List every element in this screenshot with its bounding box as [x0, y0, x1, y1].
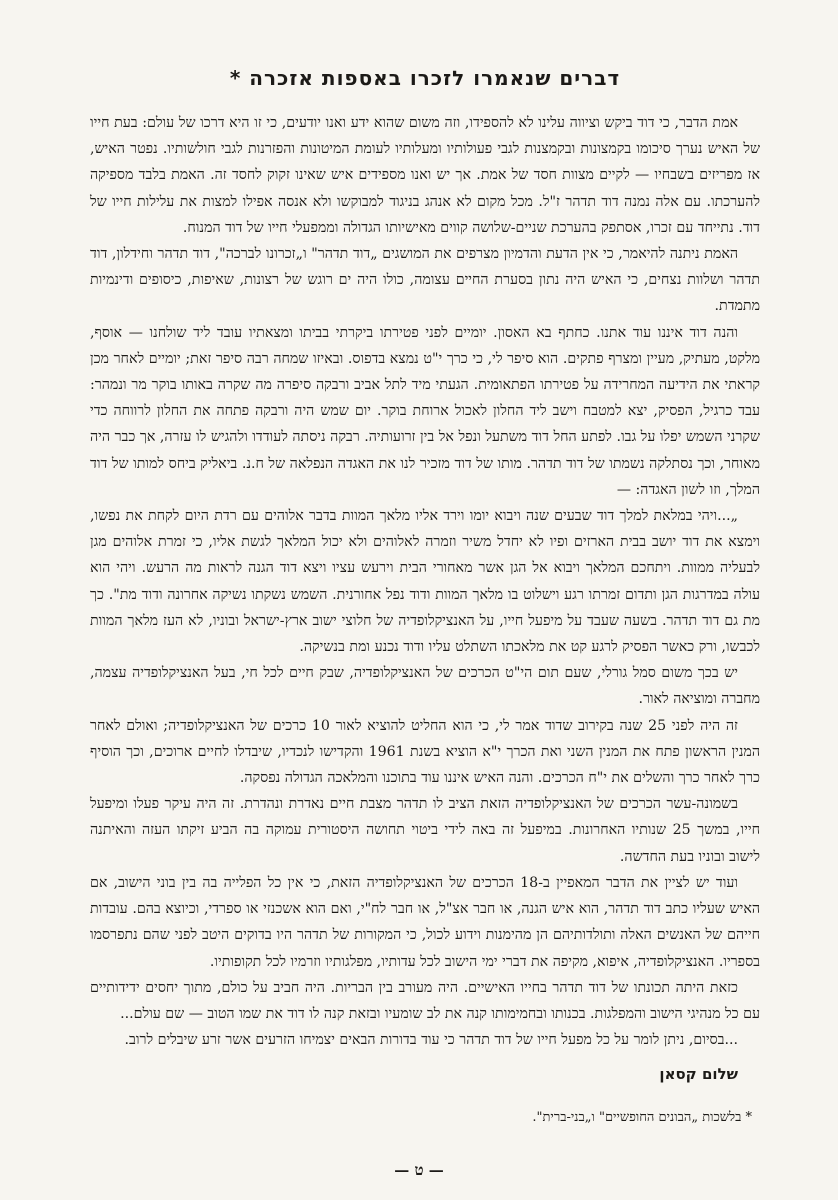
paragraph: ...בסיום, ניתן לומר על כל מפעל חייו של דוד תדהר כי עוד בדורות הבאים יצמיחו הזרעים אשר זרע שיבלים לרוב.	[124, 1032, 738, 1049]
article-body	[90, 110, 760, 1053]
quote-paragraph: „...ויהי במלאת למלך דוד שבעים שנה ויבוא יומו וירד אליו מלאך המוות בדבר אלוהים עם רדת היום לקחת את נפשו, וימצא את דוד יושב בבית הארזים ופיו לא יחדל משיר וזמרה לאלוהים ולא יכול המלאך לגשת אליו, כי זמרת אלוהים מגן לבעליה ממוות. ויתחכם המלאך ויבוא אל הגן אשר מאחורי הבית וירעש עציו ויצא דוד הגנה לראות מה הרעש. ויהי הוא עולה במדרגות הגן ותדום זמרתו רגע וישלוט בו מלאך המוות ודוד נפל אחורנית. השמש נשקתו נשיקה אחרונה ודוד מת". כך מת גם דוד תדהר. בשעה שעבד על מיפעל חייו, על האנציקלופדיה של חלוצי ישוב ארץ-ישראל ובוניו, לא העז מלאך המוות לכבשו, ורק כאשר הפסיק לרגע קט את מלאכתו השתלט עליו ודוד נכנע ומת בנשיקה.	[90, 508, 760, 656]
author-signature: שלום קסאן	[659, 1065, 738, 1084]
paragraph: בשמונה-עשר הכרכים של האנציקלופדיה הזאת הציב לו תדהר מצבת חיים נאדרת ונהדרת. זה היה עיקר פעלו ומיפעל חייו, במשך 25 שנותיו האחרונות. במיפעל זה באה לידי ביטוי תחושה היסטורית עמוקה בה הביע זיקתו העזה והאיתנה לישוב ובוניו בעת החדשה.	[90, 796, 760, 865]
paragraph: אמת הדבר, כי דוד ביקש וציווה עלינו לא להספידו, וזה משום שהוא ידע ואנו יודעים, כי זו היא דרכו של עולם: בעת חייו של האיש נערך סיכומו בקמצונות ובקמצנות לגבי פעולותיו ומעלותיו לעומת המיטונות והפזרנות לגבי חולשותיו. נפטר האיש, אז מפריזים בשבחיו — לקיים מצוות חסד של אמת. אך יש ואנו מספידים איש שאינו זקוק לחסד זה. האמת בלבד מספיקה להערכתו. עם אלה נמנה דוד תדהר ז"ל. מכל מקום לא אנהג בניגוד למבוקשו ולא אנסה אפילו למצות את עלילות חייו של דוד. נתייחד עם זכרו, אסתפק בהערכת שניים-שלושה קווים מאישיותו הגדולה וממפעלי חייו של דוד המנוח.	[90, 115, 760, 236]
footnote: * בלשכות „הבונים החופשיים" ו„בני-ברית".	[532, 1110, 752, 1126]
paragraph: ועוד יש לציין את הדבר המאפיין ב-18 הכרכים של האנציקלופדיה הזאת, כי אין כל הפלייה בה בין בוני הישוב, אם האיש שעליו כתב דוד תדהר, הוא איש הגנה, או חבר אצ"ל, או חבר לח"י, ואם הוא אשכנזי או ספרדי, וכיוצא בהם. עובדות חייהם של האנשים האלה ותולדותיהם הן מהימנות וידוע לכול, כי המקורות של תדהר היו בדוקים היטב לפני שהם נתפרסמו בספריו. האנציקלופדיה, איפוא, מקיפה את דברי ימי הישוב לכל עדותיו, מפלגותיו וזרמיו לכל תקופותיו.	[90, 874, 760, 970]
paragraph: זה היה לפני 25 שנה בקירוב שדוד אמר לי, כי הוא החליט להוציא לאור 10 כרכים של האנציקלופדיה; ואולם לאחר המנין הראשון פתח את המנין השני ואת הכרך י"א הוציא בשנת 1961 והקדישו לנכדיו, שיבדלו לחיים ארוכים, וכך הוסיף כרך לאחר כרך והשלים את י"ח הכרכים. והנה האיש איננו עוד בתוכנו והמלאכה הגדולה נפסקה.	[90, 717, 760, 787]
page-title: דברים שנאמרו לזכרו באספות אזכרה *	[229, 66, 621, 90]
paragraph: האמת ניתנה להיאמר, כי אין הדעת והדמיון מצרפים את המושגים „דוד תדהר" ו„זכרונו לברכה", דוד תדהר וחידלון, דוד תדהר ושלוות נצחים, כי האיש היה נתון בסערת החיים עצומה, כולו היה ים רוגש של רצונות, שאיפות, כיסופים ודינמיות מתמדת.	[90, 246, 760, 315]
paragraph: יש בכך משום סמל גורלי, שעם תום הי"ט הכרכים של האנציקלופדיה, שבק חיים לכל חי, בעל האנציקלופדיה עצמה, מחברה ומוציאה לאור.	[90, 665, 760, 708]
page-number: — ט —	[394, 1161, 444, 1179]
document-page	[90, 66, 760, 1200]
paragraph: והנה דוד איננו עוד אתנו. כחתף בא האסון. יומיים לפני פטירתו ביקרתי בביתו ומצאתיו עובד ליד שולחנו — אוסף, מלקט, מעתיק, מעיין ומצרף פתקים. הוא סיפר לי, כי כרך י"ט נמצא בדפוס. ובאיזו שמחה רבה סיפר זאת; יומיים לאחר מכן קראתי את הידיעה המחרידה על פטירתו הפתאומית. הגעתי מיד לתל אביב ורבקה סיפרה מה שקרה באותו בוקר מר ונמהר: עבד כרגיל, הפסיק, יצא למטבח וישב ליד החלון לאכול ארוחת בוקר. יום שמש היה ורבקה פתחה את החלון לרווחה כדי שקרני השמש יפלו על גבו. לפתע החל דוד משתעל ונפל אל בין זרועותיה. רבקה ניסתה לעודדו ולהגיש לו עזרה, אך כבר היה מאוחר, וכך נסתלקה נשמתו של דוד תדהר. מותו של דוד מזכיר לנו את האגדה הנפלאה של ח.נ. ביאליק ביחס למותו של דוד המלך, וזו לשון האגדה: —	[90, 324, 760, 498]
paragraph: כזאת היתה תכונתו של דוד תדהר בחייו האישיים. היה מעורב בין הבריות. היה חביב על כולם, מתוך יחסים ידידותיים עם כל מנהיגי הישוב והמפלגות. בכנותו ובחמימותו קנה את לב שומעיו ובזאת קנה לו דוד את שמו הטוב — שם עולם...	[90, 979, 760, 1022]
